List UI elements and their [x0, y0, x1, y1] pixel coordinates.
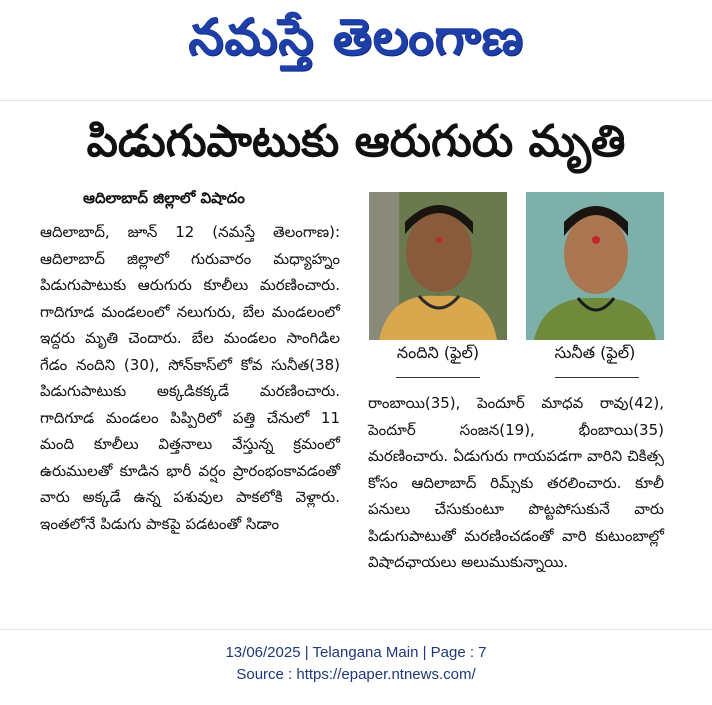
caption-divider: [555, 377, 639, 378]
article-subheading: ఆదిలాబాద్ జిల్లాలో విషాదం: [83, 189, 245, 207]
article-body-left-text: ఆదిలాబాద్, జూన్ 12 (నమస్తే తెలంగాణ): ఆదిలాబాద్ జిల్లాలో గురువారం మధ్యాహ్నం పిడుగుపాటుకు ఆరుగురు కూలీలు మరణించారు. గాదిగూడ మండలంలో నలుగురు, బేల మండలంలో ఇద్దరు మృతి చెందారు. బేల మండలం సాంగిడిల గేడం నందిని (30), సోన్‌కాస్‌లో కోవ సునీత(38) పిడుగుపాటుకు అక్కడికక్కడే మరణించారు. గాదిగూడ మండలం పిప్పిరిలో పత్తి చేనులో 11 మంది కూలీలు విత్తనాలు వేస్తున్న క్రమంలో ఉరుములతో కూడిన భారీ వర్షం ప్రారంభంకావడంతో వారు అక్కడే ఉన్న పశువుల పాకలోకి వెళ్లారు. ఇంతలోనే పిడుగు పాకపై పడటంతో సిడాం: [40, 223, 340, 533]
footer-source-link[interactable]: Source : https://epaper.ntnews.com/: [236, 666, 476, 683]
article-body-left-column: [40, 219, 340, 537]
news-clipping: [0, 100, 712, 630]
photo-caption-sunitha: సునీత (ఫైల్): [554, 343, 636, 362]
photo-sunitha: [526, 192, 664, 340]
footer-edition-info: 13/06/2025 | Telangana Main | Page : 7: [225, 644, 487, 661]
photo-nandini: [369, 192, 507, 340]
photo-caption-nandini: నందిని (ఫైల్): [396, 343, 480, 362]
article-body-right-column: [368, 390, 664, 576]
article-headline: పిడుగుపాటుకు ఆరుగురు మృతి: [86, 116, 626, 167]
caption-divider: [396, 377, 480, 378]
article-body-right-text: రాంబాయి(35), పెందూర్ మాధవ రావు(42), పెందూర్ సంజన(19), భీంబాయి(35) మరణించారు. ఏడుగురు గాయపడగా వారిని చికిత్స కోసం ఆదిలాబాద్ రిమ్స్‌కు తరలించారు. కూలీ పనులు చేసుకుంటూ పొట్టపోసుకునే వారు పిడుగుపాటుతో మరణించడంతో వారి కుటుంబాల్లో విషాదఛాయలు అలుముకున్నాయి.: [368, 394, 664, 571]
portrait-woman-image: [369, 192, 507, 340]
newspaper-masthead: నమస్తే తెలంగాణ: [188, 7, 524, 66]
portrait-woman-image: [526, 192, 664, 340]
